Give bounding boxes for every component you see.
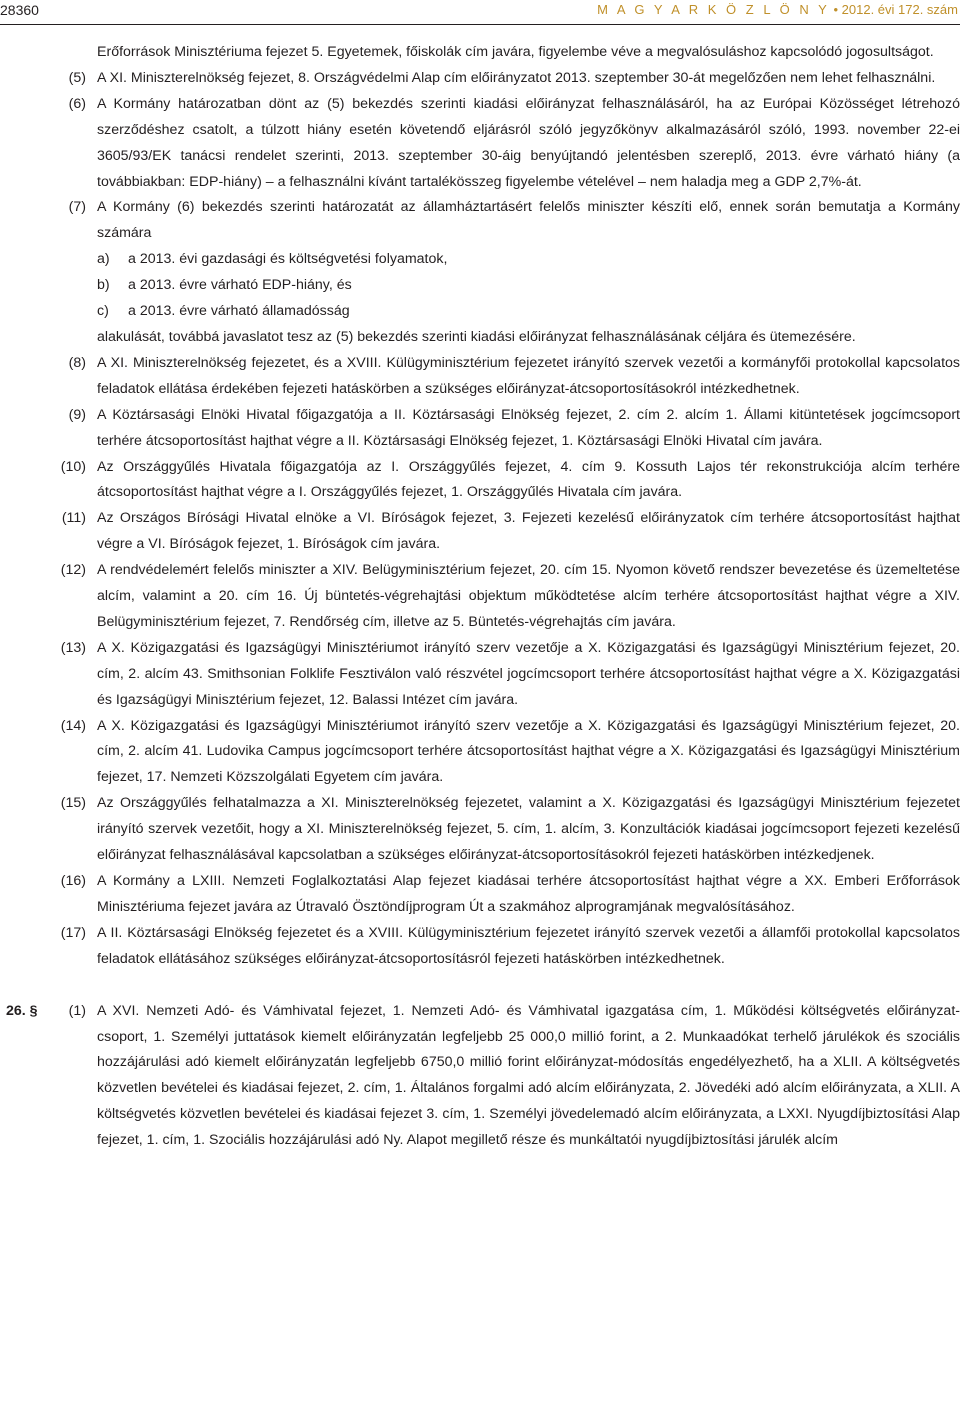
document-body xyxy=(0,40,960,1154)
sub-item xyxy=(0,273,960,299)
section-paragraph xyxy=(0,999,960,1154)
publication-name: M A G Y A R K Ö Z L Ö N Y xyxy=(597,2,830,17)
paragraph-text: A XVI. Nemzeti Adó- és Vámhivatal fejezet, 1. Nemzeti Adó- és Vámhivatal igazgatása cím, 1. Működési költségvetés előirányzat-csoport, 1. Személyi juttatások kiemelt előirányzatán legfeljebb 25 000,0 millió forint, a 2. Munkaadókat terhelő járulékok és szociális hozzájárulási adó kiemelt előirányzatán legfeljebb 6750,0 millió forint előirányzat-módosítás engedélyezhető, ha a XLII. A költségvetés közvetlen bevételei és kiadásai fejezet, 2. cím, 1. Általános forgalmi adó alcím előirányzata, 2. Jövedéki adó alcím előirányzata, a XLII. A költségvetés közvetlen bevételei és kiadásai fejezet 3. cím, 1. Személyi jövedelemadó alcím előirányzata, a LXXI. Nyugdíjbiztosítási Alap fejezet, 1. cím, 1. Szociális hozzájárulási adó Ny. Alapot megillető része és munkáltatói nyugdíjbiztosítási járulék alcím xyxy=(97,1002,960,1149)
paragraph-text: A rendvédelemért felelős miniszter a XIV. Belügyminisztérium fejezet, 20. cím 15. Nyomon követő rendszer bevezetése és üzemeltetése alcím, valamint a 20. cím 16. Új büntetés-végrehajtási objektum működtetése alcím terhére átcsoportosítást hajthat végre a XIV. Belügyminisztérium fejezet, 7. Rendőrség cím, illetve az 5. Büntetés-végrehajtás cím javára. xyxy=(97,562,960,630)
paragraph-text: A II. Köztársasági Elnökség fejezetet és a XVIII. Külügyminisztérium fejezetet irányító szervek vezetői a államfői protokollal kapcsolatos feladatok ellátásához szükséges előirányzat-átcsoportosításról fejezeti hatáskörben intézkedhetnek. xyxy=(97,924,960,967)
paragraph-text: A Kormány a LXIII. Nemzeti Foglalkoztatási Alap fejezet kiadásai terhére átcsoportosítást hajthat végre a XX. Emberi Erőforrások Minisztériuma fejezet javára az Útravaló Ösztöndíjprogram Út a szakmához alprogramjának megvalósításához. xyxy=(97,873,960,915)
sub-item xyxy=(0,247,960,273)
paragraph-text: Az Országgyűlés felhatalmazza a XI. Miniszterelnökség fejezetet, valamint a X. Közigazgatási és Igazságügyi Minisztérium fejezetet irányító szervek vezetőit, hogy a XI. Miniszterelnökség fejezet, 5. cím, 1. alcím, 3. Konzultációk kiadásai jogcímcsoport fejezeti kezelésű előirányzat felhasználásával kapcsolatban a szükséges előirányzat-átcsoportosításokról fejezeti hatáskörben intézkedjenek. xyxy=(97,795,960,864)
sub-tail: alakulását, továbbá javaslatot tesz az (5) bekezdés szerinti kiadási előirányzat felhasználásának céljára és ütemezésére. xyxy=(97,328,856,345)
paragraph-number: (16) xyxy=(60,873,86,889)
paragraph-number: (10) xyxy=(60,458,86,475)
paragraph xyxy=(0,506,960,558)
sub-item-letter: b) xyxy=(97,277,110,294)
paragraph-text: A XI. Miniszterelnökség fejezetet, és a XVIII. Külügyminisztérium fejezetet irányító szervek vezetői a kormányfői protokollal kapcsolatos feladatok ellátása érdekében fejezeti hatáskörben a szükséges előirányzat-átcsoportosításokról intézkedhetnek. xyxy=(97,354,960,397)
sub-item-list xyxy=(0,247,960,325)
paragraph-text: A X. Közigazgatási és Igazságügyi Minisztériumot irányító szerv vezetője a X. Közigazgatási és Igazságügyi Minisztérium fejezet, 20. cím, 2. alcím 41. Ludovika Campus jogcímcsoport terhére átcsoportosítást hajthat végre a X. Közigazgatási és Igazságügyi Minisztérium fejezet, 17. Nemzeti Közszolgálati Egyetem cím javára. xyxy=(97,717,960,786)
sub-item-text: a 2013. évre várható EDP-hiány, és xyxy=(128,277,352,294)
paragraph-number: (12) xyxy=(60,562,86,579)
paragraph-text: A XI. Miniszterelnökség fejezet, 8. Országvédelmi Alap cím előirányzatot 2013. szeptember 30-át megelőzően nem lehet felhasználni. xyxy=(97,69,936,86)
paragraph xyxy=(0,636,960,714)
paragraph-text: Az Országgyűlés Hivatala főigazgatója az I. Országgyűlés fejezet, 4. cím 9. Kossuth Lajos tér rekonstrukciója alcím terhére átcsoportosítást hajthat végre a I. Országgyűlés fejezet, 1. Országgyűlés Hivatala cím javára. xyxy=(97,458,960,501)
issue-label: • 2012. évi 172. szám xyxy=(833,2,958,17)
paragraph-number: (7) xyxy=(68,199,86,216)
section-number: 26. § xyxy=(6,1002,38,1019)
paragraph xyxy=(0,714,960,792)
intro-continuation: Erőforrások Minisztériuma fejezet 5. Egyetemek, főiskolák cím javára, figyelembe véve a megvalósuláshoz kapcsolódó jogosultságot. xyxy=(97,44,934,60)
paragraph-text: A Kormány (6) bekezdés szerinti határozatát az államháztartásért felelős miniszter készíti elő, ennek során bemutatja a Kormány számára xyxy=(97,199,960,242)
page-header xyxy=(0,0,960,26)
publication-title xyxy=(597,0,958,20)
paragraph-text: A X. Közigazgatási és Igazságügyi Minisztériumot irányító szerv vezetője a X. Közigazgatási és Igazságügyi Minisztérium fejezet, 20. cím, 2. alcím 43. Smithsonian Folklife Fesztiválon való részvétel jogcímcsoport terhére átcsoportosítást hajthat végre a X. Közigazgatási és Igazságügyi Minisztérium fejezet, 12. Balassi Intézet cím javára. xyxy=(97,639,960,708)
paragraph-text: A Kormány határozatban dönt az (5) bekezdés szerinti kiadási előirányzat felhasználásáról, ha az Európai Közösséget létrehozó szerződéshez csatolt, a túlzott hiány esetén követendő eljárásról szóló jegyzőkönyv alkalmazásáról szóló, 1993. november 22-ei 3605/93/EK tanácsi rendelet szerinti, 2013. szeptember 30-áig benyújtandó jelentésben szereplő, 2013. évre várható hiány (a továbbiakban: EDP-hiány) – a felhasználni kívánt tartalékösszeg figyelembe vételével – nem haladja meg a GDP 2,7%-át. xyxy=(97,95,960,190)
paragraph xyxy=(0,195,960,247)
sub-item-letter: c) xyxy=(97,303,109,320)
paragraph xyxy=(0,66,960,92)
paragraph-number: (5) xyxy=(68,69,86,86)
paragraph-text: A Köztársasági Elnöki Hivatal főigazgatója a II. Köztársasági Elnökség fejezet, 2. cím 2. alcím 1. Állami kitüntetések jogcímcsoport terhére átcsoportosítást hajthat végre a II. Köztársasági Elnökség fejezet, 1. Köztársasági Elnöki Hivatal cím javára. xyxy=(97,406,960,449)
sub-item-text: a 2013. évre várható államadósság xyxy=(128,303,350,320)
section-26 xyxy=(0,999,960,1154)
paragraph-number: (13) xyxy=(60,639,86,656)
paragraph xyxy=(0,921,960,973)
paragraph xyxy=(0,791,960,869)
paragraph xyxy=(0,455,960,507)
page-number: 28360 xyxy=(0,2,39,18)
paragraph xyxy=(0,403,960,455)
paragraph-group-b xyxy=(0,351,960,973)
sub-item-text: a 2013. évi gazdasági és költségvetési folyamatok, xyxy=(128,251,448,268)
paragraph-group-a xyxy=(0,66,960,247)
paragraph-number: (9) xyxy=(68,406,86,423)
paragraph-number: (1) xyxy=(68,1002,86,1019)
paragraph-text: Az Országos Bírósági Hivatal elnöke a VI. Bíróságok fejezet, 3. Fejezeti kezelésű előirányzatok cím terhére átcsoportosítást hajthat végre a VI. Bíróságok fejezet, 1. Bíróságok cím javára. xyxy=(97,510,960,553)
paragraph-number: (14) xyxy=(60,717,86,734)
paragraph xyxy=(0,558,960,636)
paragraph-number: (8) xyxy=(68,354,86,371)
paragraph xyxy=(0,869,960,921)
paragraph xyxy=(0,92,960,196)
sub-item xyxy=(0,299,960,325)
paragraph-number: (17) xyxy=(60,924,86,941)
sub-item-letter: a) xyxy=(97,251,110,268)
paragraph-number: (6) xyxy=(68,95,86,112)
header-rule xyxy=(0,24,960,25)
paragraph-number: (15) xyxy=(60,795,86,812)
paragraph xyxy=(0,351,960,403)
paragraph-number: (11) xyxy=(61,510,86,527)
